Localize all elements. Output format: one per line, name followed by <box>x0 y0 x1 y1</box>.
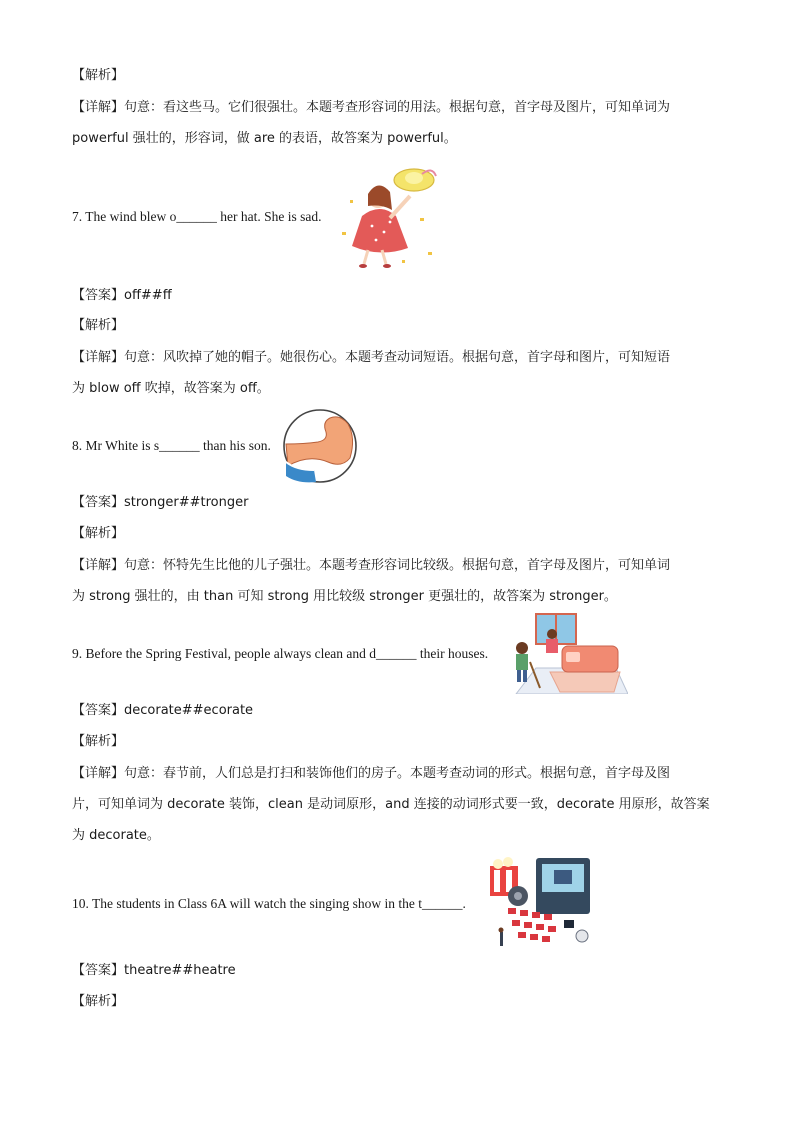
detail-line: 【详解】句意：怀特先生比他的儿子强壮。本题考查形容词比较级。根据句意，首字母及图片，可知单词 <box>72 558 671 573</box>
analysis-heading: 【解析】 <box>72 734 125 749</box>
detail-line: 为 strong 强壮的，由 than 可知 strong 用比较级 stronger 更强壮的，故答案为 stronger。 <box>72 589 617 604</box>
detail-line: powerful 强壮的，形容词，做 are 的表语，故答案为 powerful。 <box>72 131 457 146</box>
detail-line: 【详解】句意：春节前，人们总是打扫和装饰他们的房子。本题考查动词的形式。根据句意，首字母及图 <box>72 766 671 781</box>
girl-hat-illustration <box>332 160 440 270</box>
detail-line: 【详解】句意：风吹掉了她的帽子。她很伤心。本题考查动词短语。根据句意，首字母和图片，可知短语 <box>72 350 671 365</box>
detail-line: 为 decorate。 <box>72 828 160 843</box>
house-cleaning-illustration <box>510 612 628 694</box>
strong-arm-illustration <box>282 406 360 486</box>
answer-10: 【答案】theatre##heatre <box>72 963 236 978</box>
analysis-heading: 【解析】 <box>72 994 125 1009</box>
question-7: 7. The wind blew o______ her hat. She is sad. <box>72 209 322 224</box>
question-10: 10. The students in Class 6A will watch the singing show in the t______. <box>72 896 466 911</box>
theatre-illustration <box>488 856 594 952</box>
detail-line: 片，可知单词为 decorate 装饰，clean 是动词原形，and 连接的动词形式要一致，decorate 用原形，故答案 <box>72 797 710 812</box>
analysis-heading: 【解析】 <box>72 526 125 541</box>
analysis-heading: 【解析】 <box>72 318 125 333</box>
question-8: 8. Mr White is s______ than his son. <box>72 438 271 453</box>
detail-line: 为 blow off 吹掉，故答案为 off。 <box>72 381 270 396</box>
answer-9: 【答案】decorate##ecorate <box>72 703 254 718</box>
detail-line: 【详解】句意：看这些马。它们很强壮。本题考查形容词的用法。根据句意，首字母及图片，可知单词为 <box>72 100 671 115</box>
question-9: 9. Before the Spring Festival, people always clean and d______ their houses. <box>72 646 489 661</box>
analysis-heading: 【解析】 <box>72 68 125 83</box>
answer-7: 【答案】off##ff <box>72 288 172 303</box>
answer-8: 【答案】stronger##tronger <box>72 495 249 510</box>
